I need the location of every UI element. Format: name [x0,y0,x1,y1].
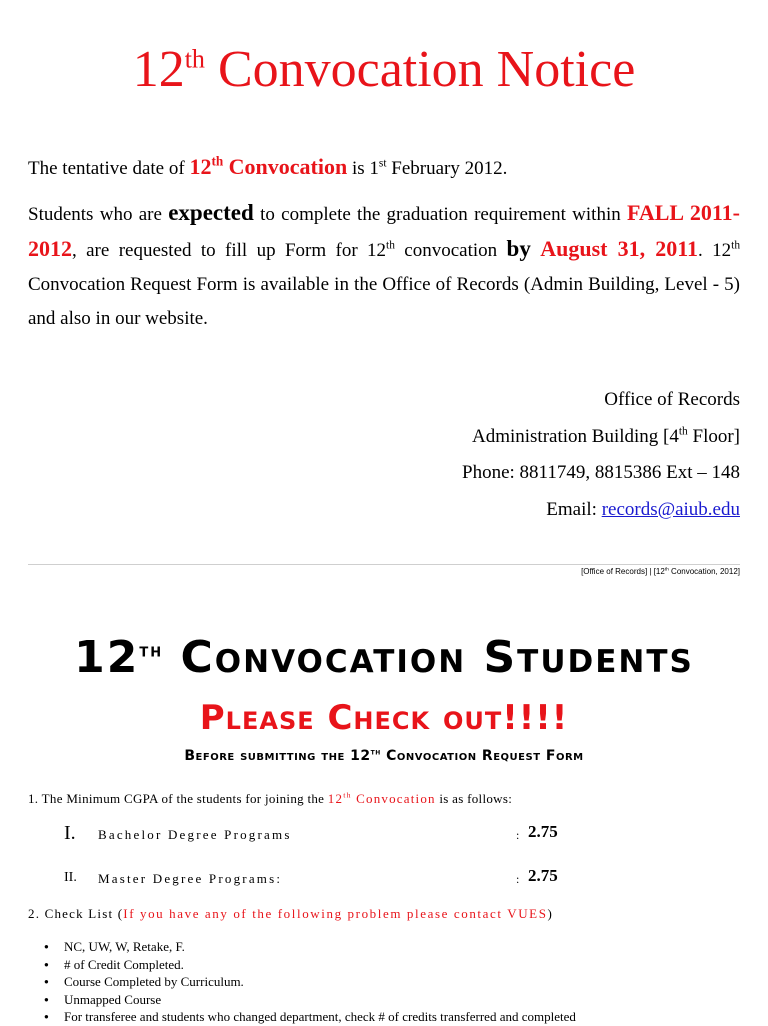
checklist-heading [28,906,553,922]
checklist-contact-note: If you have any of the following problem please contact VUES [123,906,548,921]
office-phone: Phone: 8811749, 8815386 Ext – 148 [462,462,740,483]
building-sup: th [678,425,688,438]
program-colon: : [516,872,520,886]
intro-convocation [189,154,347,179]
checklist-heading-close: ) [547,906,554,921]
title-suffix: th [184,44,205,74]
list-item: ● Unmapped Course [44,991,576,1009]
office-building [462,419,740,456]
students-heading [0,632,768,683]
before-post: Convocation Request Form [380,748,584,764]
before-submitting-heading [0,748,768,764]
program-cgpa-value: 2.75 [528,822,558,841]
students-heading-text: Convocation Students [163,632,694,683]
footer-left: [Office of Records] | [12 [581,567,665,576]
page-divider [28,564,740,565]
body-paragraph [28,196,740,336]
body-text-4: convocation [394,240,507,261]
program-colon: : [516,828,520,842]
list-item: ● For transferee and students who changed department, check # of credits transferred and completed [44,1008,576,1026]
page-title [0,40,768,99]
list-item: ● NC, UW, W, Retake, F. [44,938,576,956]
program-numeral: I. [64,822,76,844]
cgpa-conv-number: 12 [327,791,344,806]
building-text: Administration Building [4 [471,425,679,447]
students-heading-number: 12 [74,632,140,683]
body-fall-semester: FALL 2011-2012 [28,200,740,261]
cgpa-conv-word: Convocation [351,791,436,806]
cgpa-item [28,791,512,807]
body-text-1: Students who are [28,204,169,225]
program-label: Master Degree Programs: [98,871,283,886]
intro-paragraph [28,150,740,186]
program-numeral: II. [64,870,77,885]
footer-sup: th [664,567,669,573]
intro-text: The tentative date of [28,158,190,179]
before-text: Before submitting the 12 [184,748,371,764]
footer-right: Convocation, 2012] [668,567,740,576]
intro-conv-number: 12 [189,154,212,179]
program-row [0,822,768,846]
body-text-3: , are requested to fill up Form for 12 [72,240,387,261]
title-text: Convocation Notice [217,41,636,98]
office-email [462,492,740,529]
body-text-5: . 12 [698,240,732,261]
list-item: ● # of Credit Completed. [44,956,576,974]
body-text-2: to complete the graduation requirement within [253,204,628,225]
program-row [0,866,768,890]
office-name: Office of Records [604,389,740,410]
intro-conv-word: Convocation [223,154,348,179]
cgpa-text: 1. The Minimum CGPA of the students for joining the [28,791,328,806]
body-by: by [506,236,531,261]
cgpa-conv-sup: th [343,790,352,800]
program-cgpa-value: 2.75 [528,866,558,885]
email-label: Email: [546,498,602,520]
email-link[interactable]: records@aiub.edu [601,498,740,520]
body-deadline: August 31, 2011 [540,236,699,261]
title-number: 12 [132,41,185,98]
intro-post: February 2012. [386,158,508,179]
page-footer [581,567,740,576]
office-address-block [462,382,740,528]
checklist-heading-text: 2. Check List ( [28,906,124,921]
intro-conv-suffix: th [211,153,224,169]
program-label: Bachelor Degree Programs [98,827,292,842]
body-sup-2: th [731,239,741,252]
body-expected: expected [168,200,254,225]
intro-date-suffix: st [378,157,387,170]
cgpa-convocation [328,791,436,806]
check-out-heading: Please Check out!!!! [199,698,569,738]
body-sup-1: th [386,239,395,252]
cgpa-post: is as follows: [435,791,513,806]
body-text-6: Convocation Request Form is available in the Office of Records (Admin Building, Level - 5) and also in our website. [28,274,740,329]
before-sup: th [370,747,381,757]
list-item: ● Course Completed by Curriculum. [44,973,576,991]
building-post: Floor] [687,425,740,447]
intro-mid: is 1 [347,158,379,179]
checklist [44,938,576,1026]
students-heading-sup: th [139,640,164,662]
